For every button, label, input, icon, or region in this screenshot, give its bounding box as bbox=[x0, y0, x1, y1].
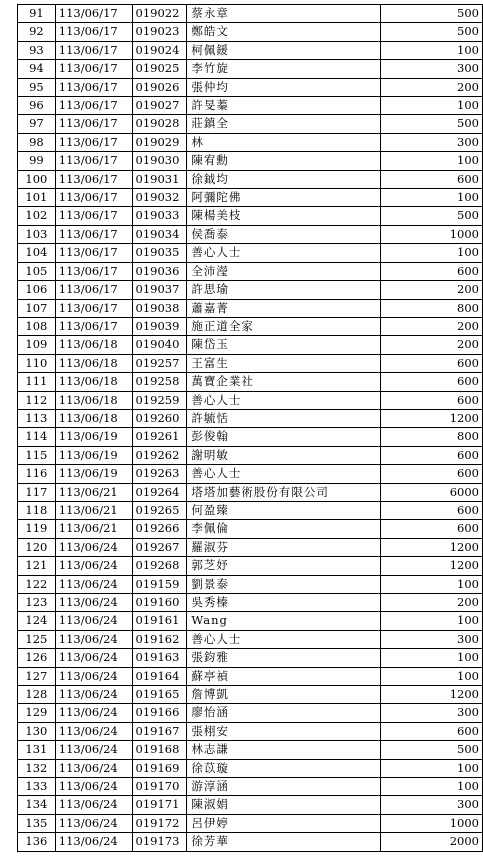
receipt-number: 019026 bbox=[132, 78, 187, 96]
receipt-number: 019267 bbox=[132, 538, 187, 556]
row-number: 115 bbox=[18, 446, 56, 464]
receipt-number: 019268 bbox=[132, 557, 187, 575]
donor-name: 蘇亭禎 bbox=[187, 667, 381, 685]
donation-date: 113/06/24 bbox=[55, 796, 132, 814]
table-row bbox=[18, 538, 483, 556]
donation-date: 113/06/24 bbox=[55, 704, 132, 722]
table-row bbox=[18, 630, 483, 648]
donation-date: 113/06/24 bbox=[55, 759, 132, 777]
row-number: 118 bbox=[18, 501, 56, 519]
donor-name: 呂伊婷 bbox=[187, 814, 381, 832]
table-row bbox=[18, 281, 483, 299]
receipt-number: 019159 bbox=[132, 575, 187, 593]
donor-name: 林 bbox=[187, 133, 381, 151]
table-row bbox=[18, 612, 483, 630]
donation-amount: 600 bbox=[381, 465, 483, 483]
donation-date: 113/06/24 bbox=[55, 833, 132, 851]
donation-date: 113/06/18 bbox=[55, 354, 132, 372]
donation-date: 113/06/24 bbox=[55, 778, 132, 796]
table-row bbox=[18, 262, 483, 280]
donation-date: 113/06/24 bbox=[55, 575, 132, 593]
receipt-number: 019023 bbox=[132, 23, 187, 41]
row-number: 133 bbox=[18, 778, 56, 796]
donation-amount: 300 bbox=[381, 630, 483, 648]
receipt-number: 019160 bbox=[132, 594, 187, 612]
receipt-number: 019257 bbox=[132, 354, 187, 372]
donation-date: 113/06/17 bbox=[55, 262, 132, 280]
donor-name: 柯佩鍰 bbox=[187, 41, 381, 59]
table-row bbox=[18, 23, 483, 41]
table-row bbox=[18, 152, 483, 170]
receipt-number: 019031 bbox=[132, 170, 187, 188]
donation-date: 113/06/18 bbox=[55, 391, 132, 409]
table-row bbox=[18, 115, 483, 133]
donation-date: 113/06/24 bbox=[55, 594, 132, 612]
donation-amount: 200 bbox=[381, 317, 483, 335]
receipt-number: 019166 bbox=[132, 704, 187, 722]
table-row bbox=[18, 594, 483, 612]
receipt-number: 019038 bbox=[132, 299, 187, 317]
receipt-number: 019161 bbox=[132, 612, 187, 630]
donation-amount: 600 bbox=[381, 391, 483, 409]
receipt-number: 019167 bbox=[132, 722, 187, 740]
donation-date: 113/06/17 bbox=[55, 207, 132, 225]
donor-name: 萬寶企業社 bbox=[187, 373, 381, 391]
receipt-number: 019172 bbox=[132, 814, 187, 832]
donation-amount: 100 bbox=[381, 778, 483, 796]
donation-date: 113/06/17 bbox=[55, 152, 132, 170]
donation-amount: 1200 bbox=[381, 686, 483, 704]
donation-date: 113/06/21 bbox=[55, 520, 132, 538]
donor-name: 詹博凱 bbox=[187, 686, 381, 704]
receipt-number: 019262 bbox=[132, 446, 187, 464]
row-number: 132 bbox=[18, 759, 56, 777]
row-number: 103 bbox=[18, 225, 56, 243]
donation-amount: 800 bbox=[381, 428, 483, 446]
donor-name: 許旻蓁 bbox=[187, 97, 381, 115]
donor-name: 劉景泰 bbox=[187, 575, 381, 593]
donation-amount: 100 bbox=[381, 612, 483, 630]
donation-date: 113/06/17 bbox=[55, 317, 132, 335]
table-row bbox=[18, 133, 483, 151]
row-number: 129 bbox=[18, 704, 56, 722]
receipt-number: 019261 bbox=[132, 428, 187, 446]
table-row bbox=[18, 667, 483, 685]
receipt-number: 019258 bbox=[132, 373, 187, 391]
donation-date: 113/06/18 bbox=[55, 336, 132, 354]
row-number: 92 bbox=[18, 23, 56, 41]
table-row bbox=[18, 299, 483, 317]
receipt-number: 019030 bbox=[132, 152, 187, 170]
table-row bbox=[18, 317, 483, 335]
donation-amount: 1000 bbox=[381, 814, 483, 832]
row-number: 124 bbox=[18, 612, 56, 630]
row-number: 95 bbox=[18, 78, 56, 96]
donor-name: 林志謙 bbox=[187, 741, 381, 759]
table-row bbox=[18, 649, 483, 667]
table-row bbox=[18, 465, 483, 483]
donation-date: 113/06/19 bbox=[55, 428, 132, 446]
donation-date: 113/06/24 bbox=[55, 630, 132, 648]
donation-date: 113/06/17 bbox=[55, 170, 132, 188]
donation-amount: 1200 bbox=[381, 409, 483, 427]
donor-name: 徐芳華 bbox=[187, 833, 381, 851]
row-number: 100 bbox=[18, 170, 56, 188]
donation-amount: 300 bbox=[381, 133, 483, 151]
donation-date: 113/06/19 bbox=[55, 465, 132, 483]
table-row bbox=[18, 814, 483, 832]
table-row bbox=[18, 686, 483, 704]
row-number: 120 bbox=[18, 538, 56, 556]
table-row bbox=[18, 354, 483, 372]
donation-amount: 600 bbox=[381, 446, 483, 464]
table-row bbox=[18, 225, 483, 243]
receipt-number: 019037 bbox=[132, 281, 187, 299]
donation-date: 113/06/21 bbox=[55, 483, 132, 501]
donation-amount: 100 bbox=[381, 189, 483, 207]
row-number: 104 bbox=[18, 244, 56, 262]
donation-date: 113/06/24 bbox=[55, 741, 132, 759]
row-number: 119 bbox=[18, 520, 56, 538]
row-number: 106 bbox=[18, 281, 56, 299]
row-number: 123 bbox=[18, 594, 56, 612]
row-number: 130 bbox=[18, 722, 56, 740]
donor-name: 陳宥勳 bbox=[187, 152, 381, 170]
donation-table-body bbox=[18, 5, 483, 852]
donation-amount: 600 bbox=[381, 520, 483, 538]
donor-name: 羅淑芬 bbox=[187, 538, 381, 556]
row-number: 112 bbox=[18, 391, 56, 409]
donation-amount: 1200 bbox=[381, 557, 483, 575]
row-number: 97 bbox=[18, 115, 56, 133]
row-number: 116 bbox=[18, 465, 56, 483]
donor-name: 何盈臻 bbox=[187, 501, 381, 519]
receipt-number: 019264 bbox=[132, 483, 187, 501]
donor-name: 李竹旋 bbox=[187, 60, 381, 78]
donation-amount: 600 bbox=[381, 262, 483, 280]
donor-name: 許毓恬 bbox=[187, 409, 381, 427]
donor-name: 張仲均 bbox=[187, 78, 381, 96]
donation-amount: 100 bbox=[381, 667, 483, 685]
receipt-number: 019260 bbox=[132, 409, 187, 427]
receipt-number: 019025 bbox=[132, 60, 187, 78]
receipt-number: 019029 bbox=[132, 133, 187, 151]
donation-amount: 200 bbox=[381, 594, 483, 612]
donor-name: 施正道全家 bbox=[187, 317, 381, 335]
row-number: 111 bbox=[18, 373, 56, 391]
donation-amount: 600 bbox=[381, 373, 483, 391]
table-row bbox=[18, 575, 483, 593]
receipt-number: 019040 bbox=[132, 336, 187, 354]
receipt-number: 019036 bbox=[132, 262, 187, 280]
row-number: 110 bbox=[18, 354, 56, 372]
donation-amount: 600 bbox=[381, 722, 483, 740]
donation-date: 113/06/24 bbox=[55, 649, 132, 667]
donor-name: 彭俊翰 bbox=[187, 428, 381, 446]
table-row bbox=[18, 796, 483, 814]
donation-amount: 600 bbox=[381, 501, 483, 519]
receipt-number: 019266 bbox=[132, 520, 187, 538]
table-row bbox=[18, 446, 483, 464]
table-row bbox=[18, 41, 483, 59]
donation-date: 113/06/17 bbox=[55, 244, 132, 262]
receipt-number: 019263 bbox=[132, 465, 187, 483]
donation-amount: 200 bbox=[381, 336, 483, 354]
table-row bbox=[18, 373, 483, 391]
donation-date: 113/06/17 bbox=[55, 189, 132, 207]
row-number: 126 bbox=[18, 649, 56, 667]
donation-date: 113/06/21 bbox=[55, 501, 132, 519]
row-number: 121 bbox=[18, 557, 56, 575]
donor-name: 善心人士 bbox=[187, 465, 381, 483]
table-row bbox=[18, 722, 483, 740]
receipt-number: 019173 bbox=[132, 833, 187, 851]
table-row bbox=[18, 428, 483, 446]
donor-name: 塔塔加藝術股份有限公司 bbox=[187, 483, 381, 501]
donation-date: 113/06/17 bbox=[55, 299, 132, 317]
donor-name: 許思瑜 bbox=[187, 281, 381, 299]
receipt-number: 019032 bbox=[132, 189, 187, 207]
donation-date: 113/06/17 bbox=[55, 41, 132, 59]
donation-amount: 800 bbox=[381, 299, 483, 317]
donor-name: 徐苡璇 bbox=[187, 759, 381, 777]
row-number: 114 bbox=[18, 428, 56, 446]
receipt-number: 019035 bbox=[132, 244, 187, 262]
donor-name: 廖怡涵 bbox=[187, 704, 381, 722]
table-row bbox=[18, 60, 483, 78]
donation-date: 113/06/17 bbox=[55, 78, 132, 96]
donor-name: 徐鉞均 bbox=[187, 170, 381, 188]
donation-amount: 600 bbox=[381, 170, 483, 188]
donation-amount: 100 bbox=[381, 152, 483, 170]
donation-amount: 500 bbox=[381, 115, 483, 133]
receipt-number: 019259 bbox=[132, 391, 187, 409]
row-number: 128 bbox=[18, 686, 56, 704]
receipt-number: 019039 bbox=[132, 317, 187, 335]
donation-amount: 200 bbox=[381, 281, 483, 299]
receipt-number: 019027 bbox=[132, 97, 187, 115]
table-row bbox=[18, 704, 483, 722]
row-number: 93 bbox=[18, 41, 56, 59]
donation-date: 113/06/24 bbox=[55, 814, 132, 832]
row-number: 98 bbox=[18, 133, 56, 151]
donation-amount: 100 bbox=[381, 244, 483, 262]
donor-name: 陳淑娟 bbox=[187, 796, 381, 814]
receipt-number: 019168 bbox=[132, 741, 187, 759]
donation-date: 113/06/17 bbox=[55, 115, 132, 133]
table-row bbox=[18, 189, 483, 207]
table-row bbox=[18, 741, 483, 759]
row-number: 135 bbox=[18, 814, 56, 832]
donation-date: 113/06/24 bbox=[55, 722, 132, 740]
donation-amount: 6000 bbox=[381, 483, 483, 501]
donor-name: 謝明敏 bbox=[187, 446, 381, 464]
table-row bbox=[18, 759, 483, 777]
donor-name: 郭芝妤 bbox=[187, 557, 381, 575]
donation-date: 113/06/17 bbox=[55, 281, 132, 299]
donation-date: 113/06/24 bbox=[55, 667, 132, 685]
table-row bbox=[18, 5, 483, 23]
donation-amount: 300 bbox=[381, 60, 483, 78]
donor-name: 張鈞雅 bbox=[187, 649, 381, 667]
table-row bbox=[18, 409, 483, 427]
donor-name: 張栩安 bbox=[187, 722, 381, 740]
row-number: 109 bbox=[18, 336, 56, 354]
table-row bbox=[18, 557, 483, 575]
donation-amount: 100 bbox=[381, 97, 483, 115]
receipt-number: 019033 bbox=[132, 207, 187, 225]
donor-name: Wang bbox=[187, 612, 381, 630]
donation-date: 113/06/24 bbox=[55, 686, 132, 704]
table-row bbox=[18, 483, 483, 501]
donation-amount: 100 bbox=[381, 759, 483, 777]
donation-table bbox=[17, 4, 483, 852]
donation-amount: 100 bbox=[381, 41, 483, 59]
receipt-number: 019022 bbox=[132, 5, 187, 23]
donation-date: 113/06/17 bbox=[55, 97, 132, 115]
donation-date: 113/06/24 bbox=[55, 538, 132, 556]
table-row bbox=[18, 778, 483, 796]
donation-amount: 500 bbox=[381, 5, 483, 23]
donor-name: 善心人士 bbox=[187, 391, 381, 409]
receipt-number: 019028 bbox=[132, 115, 187, 133]
table-row bbox=[18, 207, 483, 225]
donation-amount: 600 bbox=[381, 354, 483, 372]
donation-amount: 500 bbox=[381, 741, 483, 759]
row-number: 127 bbox=[18, 667, 56, 685]
donation-amount: 500 bbox=[381, 23, 483, 41]
receipt-number: 019024 bbox=[132, 41, 187, 59]
donation-amount: 2000 bbox=[381, 833, 483, 851]
donor-name: 吳秀榛 bbox=[187, 594, 381, 612]
donor-name: 陳岱玉 bbox=[187, 336, 381, 354]
donation-amount: 300 bbox=[381, 796, 483, 814]
donation-amount: 1000 bbox=[381, 225, 483, 243]
donation-date: 113/06/19 bbox=[55, 446, 132, 464]
donation-amount: 200 bbox=[381, 78, 483, 96]
table-row bbox=[18, 170, 483, 188]
donor-name: 蕭嘉菁 bbox=[187, 299, 381, 317]
donation-amount: 300 bbox=[381, 704, 483, 722]
receipt-number: 019169 bbox=[132, 759, 187, 777]
receipt-number: 019163 bbox=[132, 649, 187, 667]
donor-name: 善心人士 bbox=[187, 630, 381, 648]
donation-date: 113/06/24 bbox=[55, 612, 132, 630]
table-row bbox=[18, 391, 483, 409]
donation-date: 113/06/17 bbox=[55, 23, 132, 41]
donation-date: 113/06/18 bbox=[55, 373, 132, 391]
donation-amount: 1200 bbox=[381, 538, 483, 556]
receipt-number: 019171 bbox=[132, 796, 187, 814]
donor-name: 蔡永章 bbox=[187, 5, 381, 23]
row-number: 105 bbox=[18, 262, 56, 280]
table-row bbox=[18, 833, 483, 851]
donation-amount: 100 bbox=[381, 649, 483, 667]
donation-amount: 100 bbox=[381, 575, 483, 593]
donor-name: 莊鎮全 bbox=[187, 115, 381, 133]
row-number: 136 bbox=[18, 833, 56, 851]
receipt-number: 019034 bbox=[132, 225, 187, 243]
receipt-number: 019265 bbox=[132, 501, 187, 519]
table-row bbox=[18, 97, 483, 115]
row-number: 122 bbox=[18, 575, 56, 593]
donor-name: 陳楊美枝 bbox=[187, 207, 381, 225]
row-number: 91 bbox=[18, 5, 56, 23]
donor-name: 全沛瀅 bbox=[187, 262, 381, 280]
row-number: 107 bbox=[18, 299, 56, 317]
donor-name: 鄭皓文 bbox=[187, 23, 381, 41]
receipt-number: 019162 bbox=[132, 630, 187, 648]
row-number: 102 bbox=[18, 207, 56, 225]
donation-date: 113/06/18 bbox=[55, 409, 132, 427]
donation-date: 113/06/17 bbox=[55, 5, 132, 23]
receipt-number: 019165 bbox=[132, 686, 187, 704]
donation-date: 113/06/17 bbox=[55, 225, 132, 243]
row-number: 125 bbox=[18, 630, 56, 648]
donation-date: 113/06/17 bbox=[55, 60, 132, 78]
donor-name: 游淳涵 bbox=[187, 778, 381, 796]
donor-name: 阿彌陀佛 bbox=[187, 189, 381, 207]
table-row bbox=[18, 336, 483, 354]
donation-amount: 500 bbox=[381, 207, 483, 225]
row-number: 113 bbox=[18, 409, 56, 427]
table-row bbox=[18, 78, 483, 96]
row-number: 101 bbox=[18, 189, 56, 207]
row-number: 94 bbox=[18, 60, 56, 78]
donor-name: 王富生 bbox=[187, 354, 381, 372]
donor-name: 李佩倫 bbox=[187, 520, 381, 538]
row-number: 96 bbox=[18, 97, 56, 115]
table-row bbox=[18, 520, 483, 538]
table-row bbox=[18, 501, 483, 519]
receipt-number: 019170 bbox=[132, 778, 187, 796]
table-row bbox=[18, 244, 483, 262]
receipt-number: 019164 bbox=[132, 667, 187, 685]
donation-date: 113/06/17 bbox=[55, 133, 132, 151]
row-number: 134 bbox=[18, 796, 56, 814]
row-number: 131 bbox=[18, 741, 56, 759]
row-number: 108 bbox=[18, 317, 56, 335]
donor-name: 侯喬泰 bbox=[187, 225, 381, 243]
row-number: 117 bbox=[18, 483, 56, 501]
donor-name: 善心人士 bbox=[187, 244, 381, 262]
donation-date: 113/06/24 bbox=[55, 557, 132, 575]
row-number: 99 bbox=[18, 152, 56, 170]
